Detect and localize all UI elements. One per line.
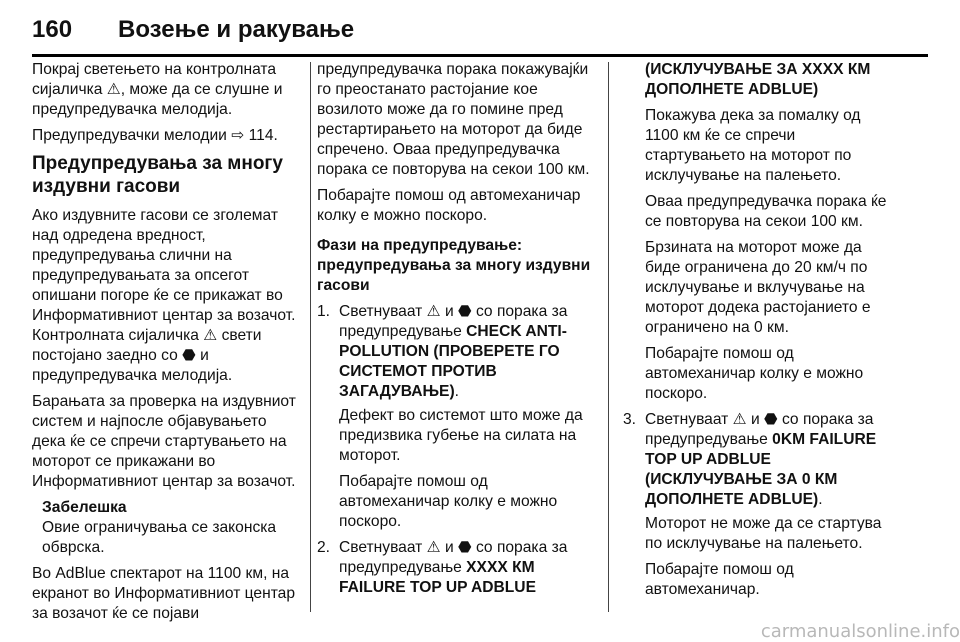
- paragraph: Покрај светењето на контролната сијаличка ⚠, може да се слушне и предупредувачка мелодија.: [32, 61, 283, 118]
- cross-reference: [32, 126, 302, 146]
- paragraph: Побарајте помош од автомеханичар.: [645, 561, 794, 598]
- paragraph: Покажува дека за помалку од 1100 км ќе се спречи стартувањето на моторот по исклучување на палењето.: [645, 107, 861, 184]
- list-text: Светнуваат ⚠ и ⬣ со порака за предупредување: [339, 303, 568, 340]
- list-item: [317, 538, 593, 598]
- list-number: 3.: [623, 411, 637, 428]
- column-2: [317, 60, 593, 610]
- note-text: Овие ограничувања се законска обврска.: [42, 519, 277, 556]
- paragraph: предупредувачка порака покажувајќи го преостанато растојание кое возилото може да го помине пред рестартирањето на моторот да биде спречено. Оваа предупредувачка порака се повторува на секои 100 км.: [317, 61, 590, 178]
- warning-message: 0KM FAILURE TOP UP ADBLUE (ИСКЛУЧУВАЊЕ ЗА 0 КМ ДОПОЛНЕТЕ ADBLUE): [645, 431, 877, 508]
- list-number: 2.: [317, 539, 331, 556]
- warning-message: CHECK ANTI-POLLUTION (ПРОВЕРЕТЕ ГО СИСТЕМОТ ПРОТИВ ЗАГАДУВАЊЕ): [339, 323, 567, 400]
- paragraph: Брзината на моторот може да биде ограничена до 20 км/ч по исклучување и вклучување на моторот додека растојанието е ограничено на 0 км.: [645, 239, 871, 336]
- page-header: [0, 0, 960, 58]
- paragraph: Барањата за проверка на издувниот систем и најпосле објавувањето дека ќе се спречи стартувањето на моторот се прикажани во Информативниот центар за возачот.: [32, 393, 296, 490]
- paragraph: Ако издувните гасови се зголемат над одредена вредност, предупредувања слични на предупредувањата за опсегот опишани погоре ќе се прикажат во Информативниот центар за возачот. Контролната сијаличка ⚠ свети постојано заедно со ⬣ и предупредувачка мелодија.: [32, 207, 296, 384]
- section-heading: Предупредувања за многу издувни гасови: [32, 153, 283, 197]
- watermark: carmanualsonline.info: [760, 621, 960, 642]
- paragraph: Моторот не може да се стартува по исклучување на палењето.: [645, 515, 882, 552]
- list-number: 1.: [317, 303, 331, 320]
- list-text: Светнуваат ⚠ и ⬣ со порака за предупредување: [645, 411, 874, 448]
- header-rule: [32, 54, 928, 57]
- column-1: [32, 60, 302, 622]
- note-title: Забелешка: [42, 499, 127, 516]
- column-3: [623, 60, 895, 610]
- warning-message: XXXX КМ FAILURE TOP UP ADBLUE: [339, 559, 536, 596]
- reference-text: Предупредувачки мелодии: [32, 127, 227, 144]
- column-divider: [608, 62, 609, 612]
- paragraph: Побарајте помош од автомеханичар колку е можно поскоро.: [645, 345, 864, 402]
- paragraph: Оваа предупредувачка порака ќе се повторува на секои 100 км.: [645, 193, 887, 230]
- chapter-title: Возење и ракување: [118, 16, 355, 43]
- page-number: 160: [32, 16, 73, 43]
- column-divider: [310, 62, 311, 612]
- paragraph: Побарајте помош од автомеханичар колку е можно поскоро.: [317, 187, 581, 224]
- note-box: [42, 498, 302, 558]
- list-item: 3. Светнуваат ⚠ и ⬣ со порака за предупредување 0KM FAILURE TOP UP ADBLUE (ИСКЛУЧУВАЊЕ ЗА 0 КМ ДОПОЛНЕТЕ ADBLUE).: [623, 411, 877, 508]
- arrow-right-icon: ⇨: [231, 127, 245, 144]
- reference-page-link[interactable]: 114.: [248, 127, 278, 144]
- warning-message: (ИСКЛУЧУВАЊЕ ЗА XXXX КМ ДОПОЛНЕТЕ ADBLUE): [645, 61, 871, 98]
- subheading: Фази на предупредување: предупредувања за многу издувни гасови: [317, 237, 591, 294]
- paragraph: Побарајте помош од автомеханичар колку е можно поскоро.: [339, 473, 558, 530]
- list-item: 1. Светнуваат ⚠ и ⬣ со порака за предупредување CHECK ANTI-POLLUTION (ПРОВЕРЕТЕ ГО СИСТЕМОТ ПРОТИВ ЗАГАДУВАЊЕ).: [317, 303, 568, 400]
- list-text: Светнуваат ⚠ и ⬣ со порака за предупредување: [339, 539, 568, 576]
- paragraph: Дефект во системот што може да предизвика губење на силата на моторот.: [339, 407, 583, 464]
- paragraph: Во AdBlue спектарот на 1100 км, на екранот во Информативниот центар за возачот ќе се појави: [32, 565, 296, 622]
